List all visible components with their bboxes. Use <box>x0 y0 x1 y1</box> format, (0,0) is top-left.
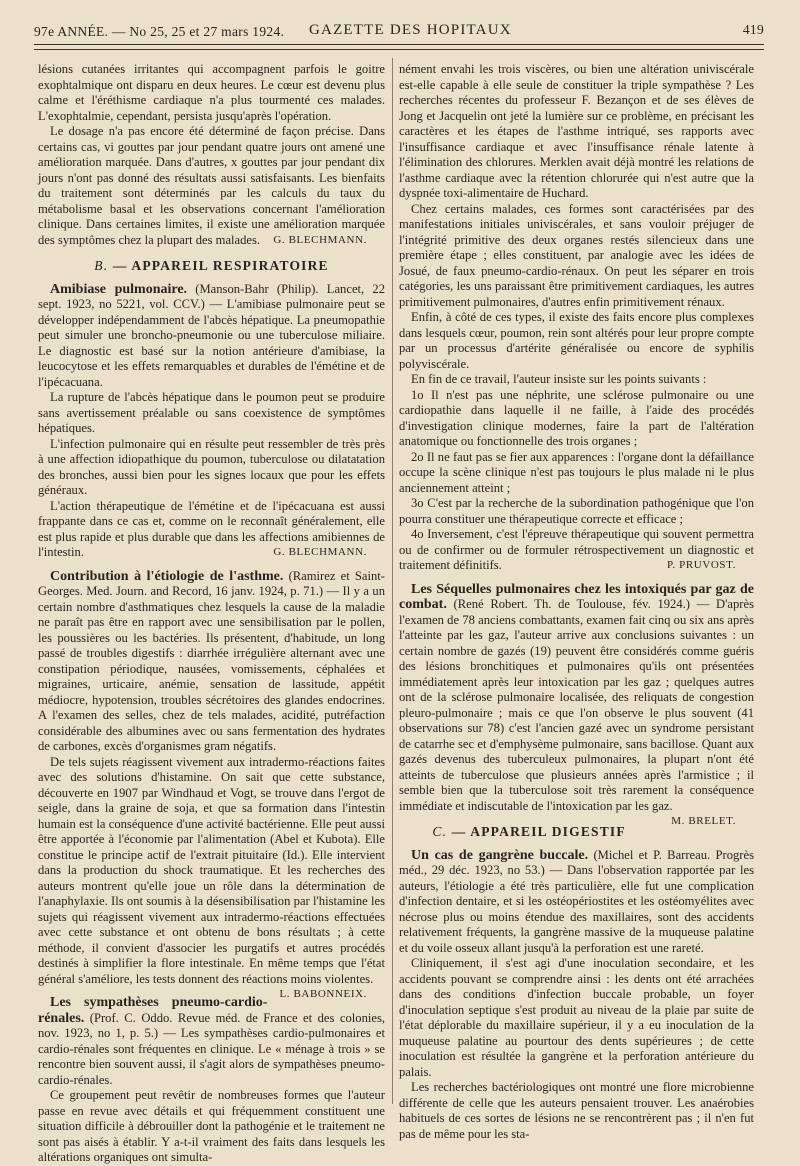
article-title: Les sympathèses pneumo-cardio-rénales. <box>38 995 268 1026</box>
author-signature: P. PRUVOST. <box>666 559 736 571</box>
author-signature: G. BLECHMANN. <box>273 233 367 246</box>
paragraph: 1o Il n'est pas une néphrite, une sclérose pulmonaire ou une cardiopathie dans laquelle il ne faille, à l'aide des procédés d'investigation clinique modernes, faire la part de l'altération anatomique ou fonctionnelle des trois organes ; <box>399 387 754 448</box>
paragraph: L'action thérapeutique de l'émétine et de l'ipécacuana est aussi frappante dans ce cas et, comme on le reconnaît généralement, elle est plus rapide et plus durable que dans les affections amibiennes de l'intestin. G. BLECHMANN. <box>38 498 385 559</box>
article-sympatheses: Les sympathèses pneumo-cardio-rénales. (Prof. C. Oddo. Revue méd. de France et des colonies, nov. 1923, no 1, p. 5.) — Les sympathèses cardio-pulmonaires et cardio-rénales sont fréquentes en clinique. Le « ménage à trois » se rencontre bien souvent aussi, il s'agit alors de sympathèses pneumo-cardio-rénales. <box>38 995 386 1087</box>
paragraph: 2o Il ne faut pas se fier aux apparences : l'organe dont la défaillance occupe la scène clinique n'est pas toujours le plus malade ni le plus anciennement atteint ; <box>399 449 754 495</box>
left-column <box>38 62 385 1166</box>
article-title: Les Séquelles pulmonaires chez les intoxiqués par gaz de combat. <box>399 581 754 612</box>
article-amibiase: Amibiase pulmonaire. (Manson-Bahr (Philip). Lancet, 22 sept. 1923, no 5221, vol. CCV.) — L'amibiase pulmonaire peut se développer indépendamment de l'abcès hépatique. La pneumopathie peut simuler une broncho-pneumonie ou une tuberculose miliaire. Le diagnostic est basé sur la notion antérieure d'amibiase, la leucocytose et les effets remarquables et durables de l'émétine et de l'ipécacuana. <box>38 281 385 389</box>
paragraph: Chez certains malades, ces formes sont caractérisées par des manifestations initiales univiscérales, et sans vouloir préjuger de l'intégrité primitive des deux organes restés silencieux dans une première étape ; elles constituent, par analogie avec les idées de Josué, de faux pneumo-cardio-rénaux. On peut les séparer en trois catégories, les uns paraissant être primitivement cardiaques, les autres primitivement pulmonaires, d'autres enfin primitivement rénaux. <box>399 201 754 309</box>
paragraph: Enfin, à côté de ces types, il existe des faits encore plus complexes dans lesquels cœur, poumon, rein sont altérés pour leur propre compte par un processus d'artérite généralisée ou encore de syphilis polyviscérale. <box>399 310 754 371</box>
article-title: Amibiase pulmonaire. <box>50 281 188 297</box>
paragraph: La rupture de l'abcès hépatique dans le poumon peut se produire sans avertissement préalable ou sans coexistence de symptômes hépatiques. <box>38 390 385 435</box>
author-signature: L. BABONNEIX. <box>279 988 367 1000</box>
right-column <box>399 62 754 1142</box>
article-reference: (Michel et P. Barreau. Progrès méd., 29 déc. 1923, no 53.) <box>399 847 754 877</box>
section-heading-digestif: C. — APPAREIL DIGESTIF <box>432 824 626 839</box>
article-reference: (Ramirez et Saint-Georges. Med. Journ. and Record, 16 janv. 1924, p. 71.) <box>38 568 385 598</box>
paragraph: Les recherches bactériologiques ont montré une flore microbienne différente de celle que les auteurs pensaient trouver. Les anaérobies habituels de ces sortes de lésions ne se rencontrèrent pas ; il n'en fut pas de même pour les sta- <box>399 1080 754 1141</box>
paragraph: 4o Inversement, c'est l'épreuve thérapeutique qui souvent permettra ou de confirmer ou de formuler rétrospectivement un diagnostic et traitement définitifs. P. PRUVOST. <box>399 527 754 572</box>
paragraph: De tels sujets réagissent vivement aux intradermo-réactions faites avec des solutions d'histamine. On sait que cette substance, découverte en 1907 par Windhaud et Vogt, se trouve dans l'ergot de seigle, dans la graine de soja, et que sa formation dans l'intestin humain est la conséquence d'une activité bactérienne. Elle peut aussi être apportée à l'économie par l'alimentation (Abel et Kubota). Elle constitue le principe actif de l'extrait pituitaire (Id.). Elle intervient dans la production du shock traumatique. Et les recherches des auteurs montrent qu'elle joue un rôle dans la détermination de l'anaphylaxie. Ils ont soumis à la désensibilisation par l'histamine les sujets qui réagissent vivement aux intradermo-réactions effectuées avec cette substance et ont obtenu de bons résultats ; à cette méthode, il convient d'associer les purgatifs et autres procédés destinés à simplifier la flore intestinale. En même temps que l'état général s'améliore, les tests donnent des réactions moins violentes. L. BABONNEIX. <box>38 755 385 988</box>
paragraph: 3o C'est par la recherche de la subordination pathogénique que l'on pourra constituer une thérapeutique correcte et efficace ; <box>399 496 754 526</box>
paragraph: L'infection pulmonaire qui en résulte peut ressembler de très près à une affection idiopathique du poumon, tuberculose ou dilatatation des bronches, aussi bien pour les signes locaux que pour les effets généraux. <box>38 436 385 497</box>
article-sequelles: Les Séquelles pulmonaires chez les intoxiqués par gaz de combat. (René Robert. Th. de Toulouse, fév. 1924.) — D'après l'examen de 78 anciens combattants, examen fait cinq ou six ans après l'atteinte par les gaz, l'auteur arrive aux conclusions suivantes : un certain nombre de gazés (19) peuvent être considérés comme guéris des lésions bronchitiques et pulmonaires qu'ils ont présentées immédiatement après leur intoxication par les gaz ; quelques autres ont de la sclérose pulmonaire localisée, des reliquats de congestion pleuro-pulmonaire ; mais ce que l'on observe le plus souvent (41 observations sur 78) c'est l'ancien gazé avec un syndrome persistant de catarrhe sec et d'emphysème pulmonaire, sans bacillose. Quant aux gazés devenus des tuberculeux pulmonaires, la plupart n'ont été atteints de tuberculose que plusieurs années après l'armistice ; il semble bien que la tuberculose soit très rarement la conséquence immédiate et indiscutable de l'intoxication par les gaz. M. BRELET. <box>399 582 754 815</box>
journal-title: GAZETTE DES HOPITAUX <box>309 22 512 38</box>
article-reference: (René Robert. Th. de Toulouse, fév. 1924.) <box>453 597 690 611</box>
issue-info: 97e ANNÉE. — No 25, 25 et 27 mars 1924. <box>34 24 285 39</box>
author-signature: G. BLECHMANN. <box>273 546 367 558</box>
paragraph: Le dosage n'a pas encore été déterminé de façon précise. Dans certains cas, vi gouttes par jour pendant quatre jours ont amené une amélioration marquée. Dans d'autres, x gouttes par jour pendant dix jours n'ont pas donné des résultats aussi satisfaisants. Les bienfaits du traitement sont déterminés par les calculs du taux du métabolisme basal et les observations concernant l'amélioration clinique. Dans certaines limites, il existe une amélioration marquée des symptômes chez la plupart des malades. G. BLECHMANN. <box>38 124 385 247</box>
page-header <box>34 22 764 42</box>
paragraph: Cliniquement, il s'est agi d'une inoculation secondaire, et les accidents pouvant se comprendre ainsi : les dents ont été arrachées dans des conditions d'infection buccale probable, un foyer d'inoculation septique s'est produit au niveau de la plaie par suite de l'état déplorable du maxillaire supérieur, il y a eu inoculation de la muqueuse palatine au pourtour des dents supérieures ; de cette inoculation est résultée la gangrène et la perforation antérieure du palais. <box>399 956 754 1079</box>
article-reference: (Prof. C. Oddo. Revue méd. de France et des colonies, nov. 1923, no 1, p. 5.) <box>38 1010 386 1040</box>
section-heading-respiratoire: B. — APPAREIL RESPIRATOIRE <box>94 258 329 273</box>
paragraph: En fin de ce travail, l'auteur insiste sur les points suivants : <box>411 372 707 386</box>
article-title: Un cas de gangrène buccale. <box>411 847 589 863</box>
header-rule <box>34 44 764 45</box>
article-gangrene: Un cas de gangrène buccale. (Michel et P. Barreau. Progrès méd., 29 déc. 1923, no 53.) — Dans l'observation rapportée par les auteurs, l'étiologie a été très particulière, elle fut une complication d'infection dentaire, et si les ostéopériostites et les ostéomyélites avec nécrose plus ou moins étendue des maxillaires, sont des accidents relativement fréquents, la gangrène massive de la muqueuse palatine et du voile osseux allant jusqu'à la perforation est une rareté. <box>399 847 755 955</box>
article-reference: (Manson-Bahr (Philip). Lancet, 22 sept. 1923, no 5221, vol. CCV.) <box>38 281 385 311</box>
header-rule-secondary <box>34 49 764 50</box>
paragraph: nément envahi les trois viscères, ou bien une altération univiscérale est-elle capable à elle seule de constituer la triple sympathèse ? Les recherches récentes du professeur F. Bezançon et de ses élèves de Jong et Jacquelin ont jeté la lumière sur ce problème, en précisant les caractères et les étapes de l'asthme intriqué, ses rapports avec l'insuffisance cardiaque et avec l'insuffisance rénale latente à l'élimination des chlorures. Merklen avait déjà montré les relations de l'asthme cardiaque avec la rétention chlorurée qui n'est autre que la dyspnée toxi-alimentaire de Huchard. <box>399 62 754 200</box>
column-divider <box>392 58 393 1104</box>
paragraph: Ce groupement peut revêtir de nombreuses formes que l'auteur passe en revue avec détails et qui fréquemment constituent une situation difficile à débrouiller dont la pathogénie et le traitement ne sont pas aisés à établir. Y a-t-il vraiment des faits dans lesquels les altérations organiques ont simulta- <box>38 1088 385 1164</box>
page-number: 419 <box>742 22 764 37</box>
author-signature: M. BRELET. <box>671 815 736 827</box>
article-asthme: Contribution à l'étiologie de l'asthme. (Ramirez et Saint-Georges. Med. Journ. and Record, 16 janv. 1924, p. 71.) — Il y a un certain nombre d'asthmatiques chez lesquels la cause de la maladie ne paraît pas être en rapport avec une sensibilisation par le pollen, les poussières ou les bactéries. Ils présentent, d'habitude, un long passé de troubles digestifs : diarrhée irrégulière alternant avec une constipation périodique, nausées, vomissements, céphalées et migraines, urticaire, anémie, sensation de lassitude, appétit médiocre, hypotension, troubles sécrétoires des glandes endocrines. A l'examen des selles, chez de tels malades, acidité, putréfaction considérable des albumines avec ou sans fermentation des hydrates de carbones, excès d'organismes gram négatifs. <box>38 568 385 753</box>
paragraph: lésions cutanées irritantes qui accompagnent parfois le goitre exophtalmique ont disparu en deux heures. Le cœur est devenu plus calme et l'éréthisme cardiaque n'a plus tourmenté ces malades. L'exophtalmie, cependant, persista jusqu'après l'opération. <box>38 62 385 123</box>
article-title: Contribution à l'étiologie de l'asthme. <box>50 568 284 584</box>
